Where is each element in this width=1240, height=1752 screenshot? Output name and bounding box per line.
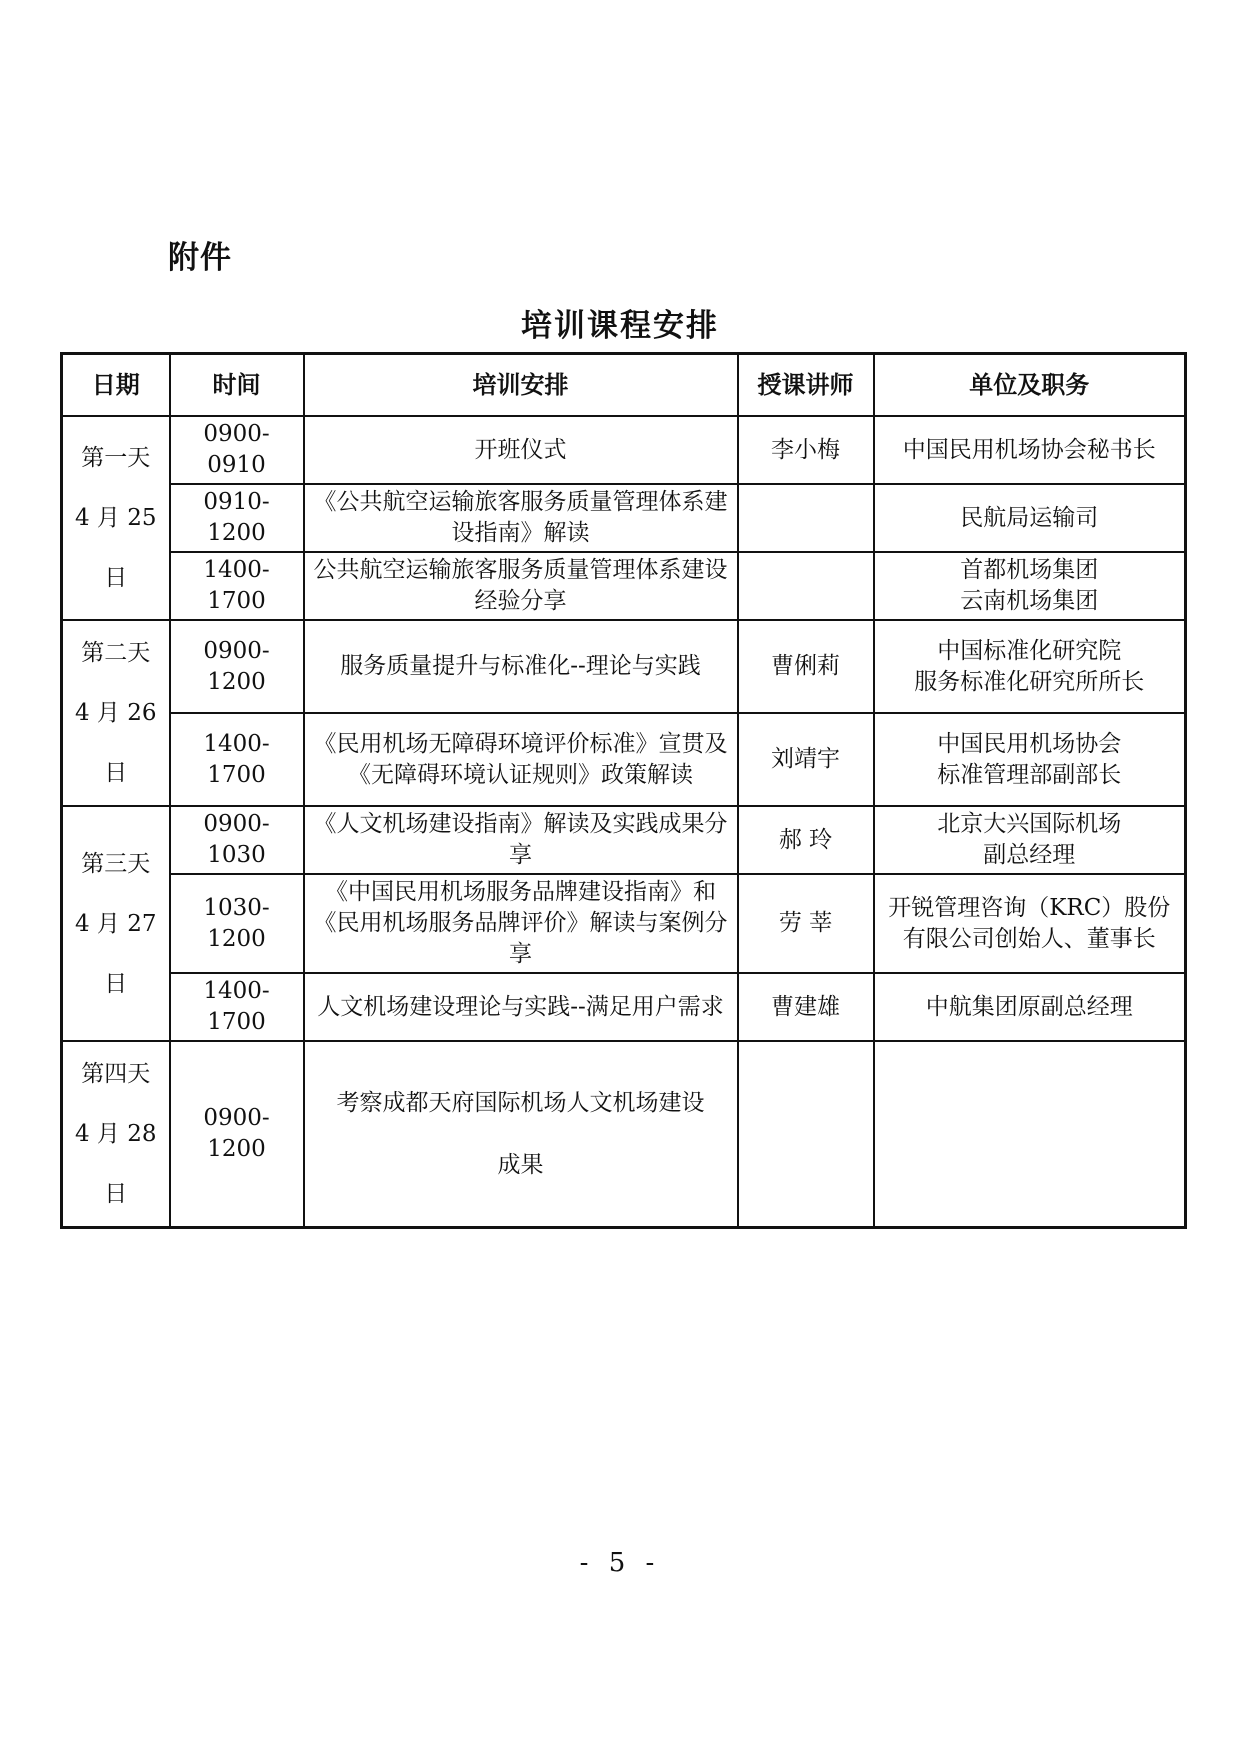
header-position: 单位及职务 <box>874 354 1186 417</box>
time-cell: 0900-0910 <box>170 416 304 484</box>
date-cell <box>62 1041 170 1228</box>
table-row <box>62 973 1186 1041</box>
lecturer-cell: 郝 玲 <box>738 806 874 874</box>
date-label: 4 月 28 日 <box>74 1121 157 1207</box>
header-topic: 培训安排 <box>304 354 738 417</box>
lecturer-cell: 劳 莘 <box>738 874 874 973</box>
position-cell: 中国民用机场协会秘书长 <box>874 416 1186 484</box>
table-row <box>62 416 1186 484</box>
lecturer-cell: 刘靖宇 <box>738 713 874 806</box>
time-cell: 0900-1200 <box>170 1041 304 1228</box>
time-cell: 0900-1200 <box>170 620 304 713</box>
day-label: 第二天 <box>81 640 151 666</box>
day-label: 第一天 <box>81 445 151 471</box>
table-row <box>62 552 1186 620</box>
time-cell: 1030-1200 <box>170 874 304 973</box>
position-cell: 民航局运输司 <box>874 484 1186 552</box>
header-lecturer: 授课讲师 <box>738 354 874 417</box>
lecturer-cell <box>738 1041 874 1228</box>
time-cell: 1400-1700 <box>170 713 304 806</box>
position-cell: 首都机场集团 云南机场集团 <box>874 552 1186 620</box>
lecturer-cell: 李小梅 <box>738 416 874 484</box>
header-time: 时间 <box>170 354 304 417</box>
page-title: 培训课程安排 <box>521 308 719 344</box>
time-cell: 0910-1200 <box>170 484 304 552</box>
date-cell <box>62 806 170 1041</box>
table-row <box>62 874 1186 973</box>
topic-cell: 开班仪式 <box>304 416 738 484</box>
table-row <box>62 620 1186 713</box>
position-cell: 中国标准化研究院 服务标准化研究所所长 <box>874 620 1186 713</box>
day-label: 第三天 <box>81 850 151 877</box>
lecturer-cell <box>738 552 874 620</box>
position-cell <box>874 1041 1186 1228</box>
date-label: 4 月 25 日 <box>74 505 157 591</box>
topic-cell: 公共航空运输旅客服务质量管理体系建设经验分享 <box>304 552 738 620</box>
topic-cell: 《公共航空运输旅客服务质量管理体系建设指南》解读 <box>304 484 738 552</box>
topic-cell: 《中国民用机场服务品牌建设指南》和《民用机场服务品牌评价》解读与案例分享 <box>304 874 738 973</box>
table-row <box>62 484 1186 552</box>
time-cell: 0900-1030 <box>170 806 304 874</box>
position-cell: 北京大兴国际机场 副总经理 <box>874 806 1186 874</box>
time-cell: 1400-1700 <box>170 552 304 620</box>
table-header-row <box>62 354 1186 417</box>
topic-cell: 服务质量提升与标准化--理论与实践 <box>304 620 738 713</box>
topic-cell: 考察成都天府国际机场人文机场建设 成果 <box>304 1041 738 1228</box>
topic-cell: 人文机场建设理论与实践--满足用户需求 <box>304 973 738 1041</box>
schedule-body <box>62 416 1186 1228</box>
topic-cell: 《民用机场无障碍环境评价标准》宣贯及《无障碍环境认证规则》政策解读 <box>304 713 738 806</box>
attachment-label: 附件 <box>168 240 232 276</box>
position-cell: 开锐管理咨询（KRC）股份有限公司创始人、董事长 <box>874 874 1186 973</box>
position-cell: 中航集团原副总经理 <box>874 973 1186 1041</box>
date-label: 4 月 26 日 <box>74 700 157 786</box>
topic-cell: 《人文机场建设指南》解读及实践成果分享 <box>304 806 738 874</box>
day-label: 第四天 <box>81 1061 151 1087</box>
lecturer-cell: 曹俐莉 <box>738 620 874 713</box>
schedule-table <box>60 352 1187 1229</box>
table-row <box>62 806 1186 874</box>
table-row <box>62 1041 1186 1228</box>
header-date: 日期 <box>62 354 170 417</box>
date-cell <box>62 416 170 620</box>
date-cell <box>62 620 170 806</box>
position-cell: 中国民用机场协会 标准管理部副部长 <box>874 713 1186 806</box>
date-label: 4 月 27 日 <box>74 910 157 997</box>
table-row <box>62 713 1186 806</box>
page-number: - 5 - <box>579 1548 661 1578</box>
lecturer-cell <box>738 484 874 552</box>
lecturer-cell: 曹建雄 <box>738 973 874 1041</box>
time-cell: 1400-1700 <box>170 973 304 1041</box>
